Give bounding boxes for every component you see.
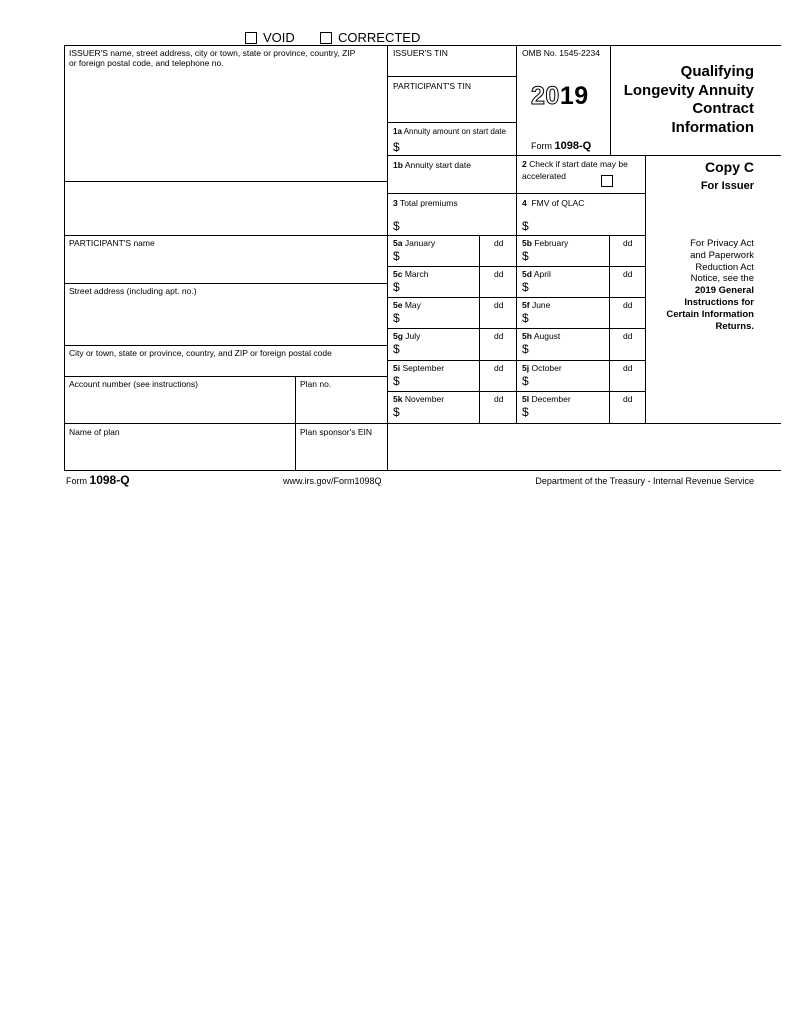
divider-row-5g bbox=[387, 328, 645, 329]
box-5a-dollar: $ bbox=[393, 249, 400, 263]
box-5k-dd-field[interactable] bbox=[482, 405, 508, 420]
form-title bbox=[624, 63, 754, 137]
box-5e-field[interactable] bbox=[404, 311, 478, 326]
box-2-number: 2 bbox=[522, 159, 527, 169]
box-5j-dd-field[interactable] bbox=[611, 374, 637, 389]
box-5c-dollar: $ bbox=[393, 280, 400, 294]
box-1b-number: 1b bbox=[393, 160, 403, 170]
form-bottom-border bbox=[64, 470, 781, 471]
box-5d-label bbox=[522, 269, 551, 279]
box-1b-label bbox=[393, 160, 471, 170]
void-checkbox[interactable] bbox=[245, 32, 257, 44]
box-5j-field[interactable] bbox=[533, 374, 607, 389]
footer-form-name bbox=[66, 474, 130, 487]
box-5i-field[interactable] bbox=[404, 374, 478, 389]
participant-tin-field[interactable] bbox=[389, 93, 514, 120]
box-5b-label bbox=[522, 238, 568, 248]
street-address-field[interactable] bbox=[66, 298, 385, 343]
omb-form-name bbox=[531, 141, 591, 152]
divider-account-top bbox=[64, 376, 387, 377]
omb-number: OMB No. 1545-2234 bbox=[522, 48, 600, 58]
box-5f-number: 5f bbox=[522, 300, 530, 310]
box-5c-month: March bbox=[404, 269, 429, 279]
divider-participant-name-top bbox=[64, 235, 387, 236]
copy-c-sub: For Issuer bbox=[700, 180, 754, 192]
box-5j-number: 5j bbox=[522, 363, 530, 373]
corrected-checkbox[interactable] bbox=[320, 32, 332, 44]
box-4-field[interactable] bbox=[533, 219, 643, 233]
box-5e-month: May bbox=[404, 300, 421, 310]
corrected-label: CORRECTED bbox=[338, 30, 421, 45]
divider-street-top bbox=[64, 283, 387, 284]
box-2-label bbox=[522, 159, 628, 169]
box-5f-field[interactable] bbox=[533, 311, 607, 326]
divider-col-mid bbox=[516, 45, 517, 423]
participant-name-field[interactable] bbox=[66, 250, 385, 282]
divider-issuer-bottom bbox=[64, 181, 387, 182]
box-2-text: Check if start date may be bbox=[529, 159, 628, 169]
divider-plan-no bbox=[295, 376, 296, 470]
box-4-number: 4 bbox=[522, 198, 527, 208]
box-5g-dollar: $ bbox=[393, 342, 400, 356]
box-5c-dd-field[interactable] bbox=[482, 280, 508, 295]
box-5i-month: September bbox=[402, 363, 445, 373]
issuer-tin-field[interactable] bbox=[389, 60, 514, 74]
box-5g-label bbox=[393, 331, 420, 341]
divider-dd-right bbox=[609, 235, 610, 423]
box-5g-number: 5g bbox=[393, 331, 403, 341]
privacy-line2: and Paperwork bbox=[690, 249, 754, 261]
box-4-dollar: $ bbox=[522, 219, 529, 233]
box-5f-dd-field[interactable] bbox=[611, 311, 637, 326]
form-top-border bbox=[64, 45, 781, 46]
divider-row-5k bbox=[387, 391, 645, 392]
box-5e-dollar: $ bbox=[393, 311, 400, 325]
omb-form-number: 1098-Q bbox=[554, 140, 592, 152]
box-5l-label bbox=[522, 394, 571, 404]
privacy-line8: Returns. bbox=[715, 320, 754, 332]
divider-dd-left bbox=[479, 235, 480, 423]
box-4-label bbox=[522, 198, 584, 208]
box-5f-dd-label: dd bbox=[623, 300, 633, 310]
box-5i-number: 5i bbox=[393, 363, 401, 373]
box-5j-dollar: $ bbox=[522, 374, 529, 388]
void-label: VOID bbox=[263, 30, 295, 45]
box-5k-label bbox=[393, 394, 444, 404]
street-address-label: Street address (including apt. no.) bbox=[69, 286, 197, 296]
form-title-line1: Qualifying bbox=[680, 63, 754, 80]
footer-url: www.irs.gov/Form1098Q bbox=[283, 476, 382, 486]
participant-tin-label: PARTICIPANT'S TIN bbox=[393, 81, 471, 91]
box-5c-number: 5c bbox=[393, 269, 403, 279]
account-number-label: Account number (see instructions) bbox=[69, 379, 198, 389]
box-1a-label bbox=[393, 127, 506, 137]
box-3-label bbox=[393, 198, 458, 208]
box-5h-dollar: $ bbox=[522, 342, 529, 356]
box-5j-month: October bbox=[531, 363, 562, 373]
box-3-field[interactable] bbox=[404, 219, 514, 233]
copy-c-label: Copy C bbox=[705, 159, 754, 175]
divider-row-3 bbox=[387, 193, 645, 194]
box-5d-dollar: $ bbox=[522, 280, 529, 294]
divider-row-5i bbox=[387, 360, 645, 361]
box-1a-text: Annuity amount on start date bbox=[403, 127, 506, 136]
box-5i-dd-label: dd bbox=[494, 363, 504, 373]
box-5l-number: 5l bbox=[522, 394, 530, 404]
box-5g-dd-field[interactable] bbox=[482, 342, 508, 357]
box-5a-dd-label: dd bbox=[494, 238, 504, 248]
box-5d-dd-field[interactable] bbox=[611, 280, 637, 295]
box-5e-label bbox=[393, 300, 421, 310]
box-5a-field[interactable] bbox=[404, 249, 478, 264]
box-1b-text: Annuity start date bbox=[404, 160, 471, 170]
divider-row-5a bbox=[387, 235, 645, 236]
box-4-text: FMV of QLAC bbox=[531, 198, 585, 208]
privacy-line3: Reduction Act bbox=[695, 261, 754, 273]
box-5i-dd-field[interactable] bbox=[482, 374, 508, 389]
box-5h-dd-label: dd bbox=[623, 331, 633, 341]
box-5a-label bbox=[393, 238, 435, 248]
sponsor-ein-label: Plan sponsor's EIN bbox=[300, 427, 373, 437]
box-5j-dd-label: dd bbox=[623, 363, 633, 373]
box-5l-dd-label: dd bbox=[623, 394, 633, 404]
divider-row-5c bbox=[387, 266, 645, 267]
box-5g-field[interactable] bbox=[404, 342, 478, 357]
tax-year-bold: 19 bbox=[559, 82, 589, 110]
box-5d-dd-label: dd bbox=[623, 269, 633, 279]
box-5g-dd-label: dd bbox=[494, 331, 504, 341]
sponsor-ein-field[interactable] bbox=[297, 439, 385, 468]
footer-form-number: 1098-Q bbox=[89, 473, 130, 487]
box-5k-dollar: $ bbox=[393, 405, 400, 419]
privacy-line7: Certain Information bbox=[666, 308, 754, 320]
city-label: City or town, state or province, country, and ZIP or foreign postal code bbox=[69, 348, 332, 358]
box-5e-dd-label: dd bbox=[494, 300, 504, 310]
divider-city-top bbox=[64, 345, 387, 346]
box-5a-dd-field[interactable] bbox=[482, 249, 508, 264]
box-5k-field[interactable] bbox=[404, 405, 478, 420]
box-3-text: Total premiums bbox=[399, 198, 458, 208]
box-1a-dollar: $ bbox=[393, 140, 400, 154]
footer-department: Department of the Treasury - Internal Revenue Service bbox=[535, 476, 754, 486]
box-5l-field[interactable] bbox=[533, 405, 607, 420]
box-5k-dd-label: dd bbox=[494, 394, 504, 404]
box-5f-label bbox=[522, 300, 550, 310]
box-5l-month: December bbox=[531, 394, 571, 404]
box-5j-label bbox=[522, 363, 562, 373]
box-3-number: 3 bbox=[393, 198, 398, 208]
box-5d-number: 5d bbox=[522, 269, 532, 279]
box-5e-dd-field[interactable] bbox=[482, 311, 508, 326]
box-5l-dd-field[interactable] bbox=[611, 405, 637, 420]
box-1a-field[interactable] bbox=[404, 140, 514, 154]
issuer-name-field[interactable] bbox=[66, 70, 385, 179]
box-5a-number: 5a bbox=[393, 238, 403, 248]
participant-name-label: PARTICIPANT'S name bbox=[69, 238, 155, 248]
box-5c-field[interactable] bbox=[404, 280, 478, 295]
box-5b-dollar: $ bbox=[522, 249, 529, 263]
privacy-line6: Instructions for bbox=[684, 296, 754, 308]
box-5e-number: 5e bbox=[393, 300, 403, 310]
divider-col-right bbox=[645, 155, 646, 423]
issuer-tin-label: ISSUER'S TIN bbox=[393, 48, 448, 58]
box-5h-number: 5h bbox=[522, 331, 532, 341]
box-1a-number: 1a bbox=[393, 127, 402, 136]
plan-no-label: Plan no. bbox=[300, 379, 332, 389]
box-2-label-2: accelerated bbox=[522, 171, 566, 181]
box-5l-dollar: $ bbox=[522, 405, 529, 419]
divider-col-omb-right bbox=[610, 45, 611, 155]
footer-form-prefix: Form bbox=[66, 476, 87, 486]
divider-plan-name-top bbox=[64, 423, 781, 424]
form-left-border bbox=[64, 45, 65, 470]
box-5k-month: November bbox=[404, 394, 445, 404]
divider-col-center bbox=[387, 45, 388, 470]
privacy-notice bbox=[666, 238, 754, 332]
box-5b-number: 5b bbox=[522, 238, 532, 248]
box-5c-label bbox=[393, 269, 428, 279]
issuer-name-label: ISSUER'S name, street address, city or town, state or province, country, ZIP bbox=[69, 48, 356, 58]
box-5d-month: April bbox=[533, 269, 551, 279]
form-title-line3: Contract bbox=[692, 100, 754, 117]
privacy-line1: For Privacy Act bbox=[690, 238, 754, 249]
box-5b-dd-field[interactable] bbox=[611, 249, 637, 264]
box-5h-label bbox=[522, 331, 560, 341]
box-2-checkbox[interactable] bbox=[601, 175, 613, 187]
box-5b-dd-label: dd bbox=[623, 238, 633, 248]
privacy-line5: 2019 General bbox=[694, 285, 754, 297]
issuer-extra-field[interactable] bbox=[66, 183, 385, 233]
omb-form-prefix: Form bbox=[531, 141, 552, 151]
tax-year-outline: 20 bbox=[531, 82, 560, 110]
box-5k-number: 5k bbox=[393, 394, 403, 404]
plan-no-field[interactable] bbox=[297, 391, 385, 421]
issuer-name-label-2: or foreign postal code, and telephone no. bbox=[69, 58, 224, 68]
box-5d-field[interactable] bbox=[533, 280, 607, 295]
box-5h-dd-field[interactable] bbox=[611, 342, 637, 357]
divider-issuer-tin-bottom bbox=[387, 76, 516, 77]
box-5i-dollar: $ bbox=[393, 374, 400, 388]
box-5h-month: August bbox=[533, 331, 561, 341]
account-number-field[interactable] bbox=[66, 391, 293, 421]
box-5b-month: February bbox=[534, 238, 569, 248]
box-5i-label bbox=[393, 363, 444, 373]
form-title-line2: Longevity Annuity bbox=[623, 81, 754, 99]
box-5f-dollar: $ bbox=[522, 311, 529, 325]
plan-name-label: Name of plan bbox=[69, 427, 120, 437]
box-5b-field[interactable] bbox=[533, 249, 607, 264]
box-5h-field[interactable] bbox=[533, 342, 607, 357]
divider-row-5e bbox=[387, 297, 645, 298]
plan-name-field[interactable] bbox=[66, 439, 293, 468]
box-3-dollar: $ bbox=[393, 219, 400, 233]
divider-participant-tin-bottom bbox=[387, 122, 516, 123]
box-1b-field[interactable] bbox=[389, 172, 514, 191]
box-5c-dd-label: dd bbox=[494, 269, 504, 279]
box-5g-month: July bbox=[405, 331, 421, 341]
box-5a-month: January bbox=[404, 238, 436, 248]
divider-row-1b bbox=[387, 155, 781, 156]
tax-year bbox=[531, 82, 589, 110]
privacy-line4: Notice, see the bbox=[690, 273, 754, 285]
box-5f-month: June bbox=[531, 300, 551, 310]
form-title-line4: Information bbox=[671, 118, 754, 136]
